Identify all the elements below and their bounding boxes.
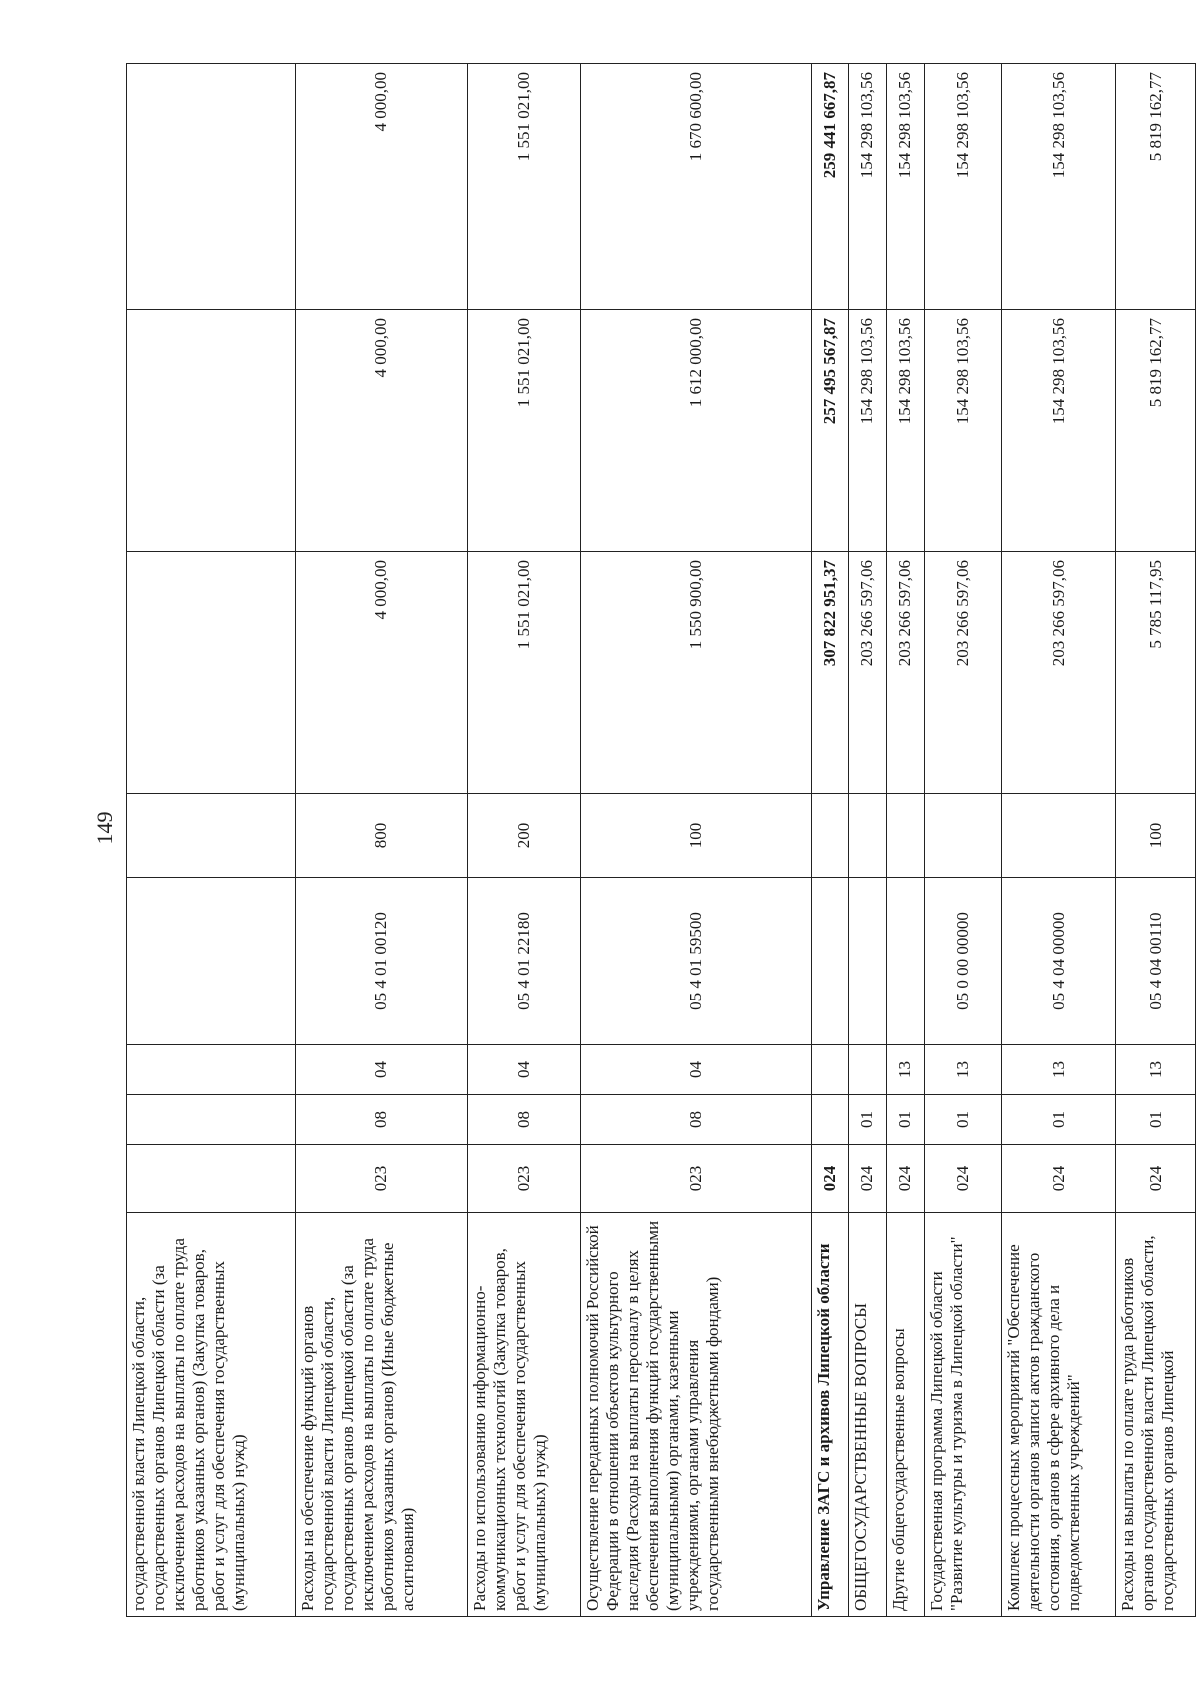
ministry-code: 023 bbox=[580, 1145, 812, 1213]
subsection-code: 13 bbox=[924, 1045, 1001, 1095]
row-name: Расходы на обеспечение функций органов государственной власти Липецкой области, государственных органов Липецкой области (за исключением расходов на выплаты по оплате труда работников указанных органов) (Иные бюджетные ассигнования) bbox=[296, 1213, 468, 1617]
section-code: 01 bbox=[848, 1095, 886, 1145]
section-code: 01 bbox=[886, 1095, 924, 1145]
ministry-code: 024 bbox=[1002, 1145, 1116, 1213]
sum-year-2: 154 298 103,56 bbox=[1002, 310, 1116, 552]
expense-type-code: 200 bbox=[467, 794, 580, 878]
sum-year-2: 5 819 162,77 bbox=[1116, 310, 1196, 552]
sum-year-1: 203 266 597,06 bbox=[924, 552, 1001, 794]
expense-type-code bbox=[1002, 794, 1116, 878]
section-code: 08 bbox=[296, 1095, 468, 1145]
ministry-code: 024 bbox=[886, 1145, 924, 1213]
sum-year-1: 1 551 021,00 bbox=[467, 552, 580, 794]
ministry-code: 023 bbox=[296, 1145, 468, 1213]
sum-year-1: 4 000,00 bbox=[296, 552, 468, 794]
target-code: 05 4 01 22180 bbox=[467, 878, 580, 1045]
expense-type-code bbox=[848, 794, 886, 878]
target-code: 05 4 04 00000 bbox=[1002, 878, 1116, 1045]
sum-year-1: 5 785 117,95 bbox=[1116, 552, 1196, 794]
sum-year-3: 154 298 103,56 bbox=[886, 64, 924, 310]
subsection-code: 04 bbox=[467, 1045, 580, 1095]
sum-year-2: 154 298 103,56 bbox=[848, 310, 886, 552]
section-code: 01 bbox=[1002, 1095, 1116, 1145]
ministry-code bbox=[127, 1145, 296, 1213]
sum-year-2 bbox=[127, 310, 296, 552]
subsection-code: 04 bbox=[296, 1045, 468, 1095]
target-code bbox=[812, 878, 849, 1045]
row-name: Другие общегосударственные вопросы bbox=[886, 1213, 924, 1617]
row-name: Государственная программа Липецкой области "Развитие культуры и туризма в Липецкой области" bbox=[924, 1213, 1001, 1617]
row-name: Расходы на выплаты по оплате труда работников органов государственной власти Липецкой области, государственных органов Липецкой bbox=[1116, 1213, 1196, 1617]
row-name: Управление ЗАГС и архивов Липецкой области bbox=[812, 1213, 849, 1617]
page-number: 149 bbox=[92, 811, 117, 845]
sum-year-2: 154 298 103,56 bbox=[886, 310, 924, 552]
sum-year-2: 1 612 000,00 bbox=[580, 310, 812, 552]
expense-type-code bbox=[127, 794, 296, 878]
sum-year-3: 154 298 103,56 bbox=[924, 64, 1001, 310]
sum-year-3 bbox=[127, 64, 296, 310]
section-code: 08 bbox=[467, 1095, 580, 1145]
target-code: 05 4 04 00110 bbox=[1116, 878, 1196, 1045]
subsection-code bbox=[127, 1045, 296, 1095]
subsection-code: 13 bbox=[886, 1045, 924, 1095]
subsection-code: 13 bbox=[1002, 1045, 1116, 1095]
table-row bbox=[296, 64, 468, 1617]
sum-year-1: 203 266 597,06 bbox=[848, 552, 886, 794]
sum-year-3: 4 000,00 bbox=[296, 64, 468, 310]
sum-year-3: 5 819 162,77 bbox=[1116, 64, 1196, 310]
row-name: Комплекс процессных мероприятий "Обеспечение деятельности органов записи актов гражданского состояния, органов в сфере архивного дела и подведомственных учреждений" bbox=[1002, 1213, 1116, 1617]
ministry-code: 023 bbox=[467, 1145, 580, 1213]
expense-type-code: 100 bbox=[580, 794, 812, 878]
table-row bbox=[1002, 64, 1116, 1617]
subsection-code: 13 bbox=[1116, 1045, 1196, 1095]
section-code bbox=[127, 1095, 296, 1145]
ministry-code: 024 bbox=[924, 1145, 1001, 1213]
sum-year-3: 154 298 103,56 bbox=[848, 64, 886, 310]
budget-table bbox=[126, 63, 1196, 1617]
table-row bbox=[467, 64, 580, 1617]
expense-type-code bbox=[924, 794, 1001, 878]
sum-year-1 bbox=[127, 552, 296, 794]
subsection-code: 04 bbox=[580, 1045, 812, 1095]
sum-year-3: 259 441 667,87 bbox=[812, 64, 849, 310]
row-name: Расходы по использованию информационно-коммуникационных технологий (Закупка товаров, работ и услуг для обеспечения государственных (муниципальных) нужд) bbox=[467, 1213, 580, 1617]
ministry-code: 024 bbox=[812, 1145, 849, 1213]
sum-year-2: 4 000,00 bbox=[296, 310, 468, 552]
sum-year-1: 1 550 900,00 bbox=[580, 552, 812, 794]
sum-year-2: 154 298 103,56 bbox=[924, 310, 1001, 552]
target-code: 05 4 01 00120 bbox=[296, 878, 468, 1045]
table-row-department-total bbox=[812, 64, 849, 1617]
table-row bbox=[580, 64, 812, 1617]
section-code bbox=[812, 1095, 849, 1145]
expense-type-code: 800 bbox=[296, 794, 468, 878]
target-code bbox=[848, 878, 886, 1045]
row-name: Осуществление переданных полномочий Российской Федерации в отношении объектов культурного наследия (Расходы на выплаты персоналу в целях обеспечения выполнения функций государственными (муниципальными) органами, казенными учреждениями, органами управления государственными внебюджетными фондами) bbox=[580, 1213, 812, 1617]
sum-year-2: 257 495 567,87 bbox=[812, 310, 849, 552]
expense-type-code bbox=[812, 794, 849, 878]
section-code: 01 bbox=[1116, 1095, 1196, 1145]
target-code bbox=[886, 878, 924, 1045]
sum-year-1: 203 266 597,06 bbox=[1002, 552, 1116, 794]
target-code bbox=[127, 878, 296, 1045]
section-code: 08 bbox=[580, 1095, 812, 1145]
sum-year-3: 1 551 021,00 bbox=[467, 64, 580, 310]
target-code: 05 0 00 00000 bbox=[924, 878, 1001, 1045]
table-row bbox=[924, 64, 1001, 1617]
sum-year-3: 154 298 103,56 bbox=[1002, 64, 1116, 310]
sum-year-1: 307 822 951,37 bbox=[812, 552, 849, 794]
subsection-code bbox=[848, 1045, 886, 1095]
table-row bbox=[848, 64, 886, 1617]
expense-type-code: 100 bbox=[1116, 794, 1196, 878]
sum-year-2: 1 551 021,00 bbox=[467, 310, 580, 552]
row-name: государственной власти Липецкой области, государственных органов Липецкой области (за исключением расходов на выплаты по оплате труда работников указанных органов) (Закупка товаров, работ и услуг для обеспечения государственных (муниципальных) нужд) bbox=[127, 1213, 296, 1617]
row-name: ОБЩЕГОСУДАРСТВЕННЫЕ ВОПРОСЫ bbox=[848, 1213, 886, 1617]
sum-year-3: 1 670 600,00 bbox=[580, 64, 812, 310]
subsection-code bbox=[812, 1045, 849, 1095]
target-code: 05 4 01 59500 bbox=[580, 878, 812, 1045]
table-row bbox=[127, 64, 296, 1617]
table-row bbox=[1116, 64, 1196, 1617]
section-code: 01 bbox=[924, 1095, 1001, 1145]
sum-year-1: 203 266 597,06 bbox=[886, 552, 924, 794]
table-row bbox=[886, 64, 924, 1617]
rotated-table-container bbox=[126, 64, 1196, 1617]
ministry-code: 024 bbox=[1116, 1145, 1196, 1213]
ministry-code: 024 bbox=[848, 1145, 886, 1213]
expense-type-code bbox=[886, 794, 924, 878]
